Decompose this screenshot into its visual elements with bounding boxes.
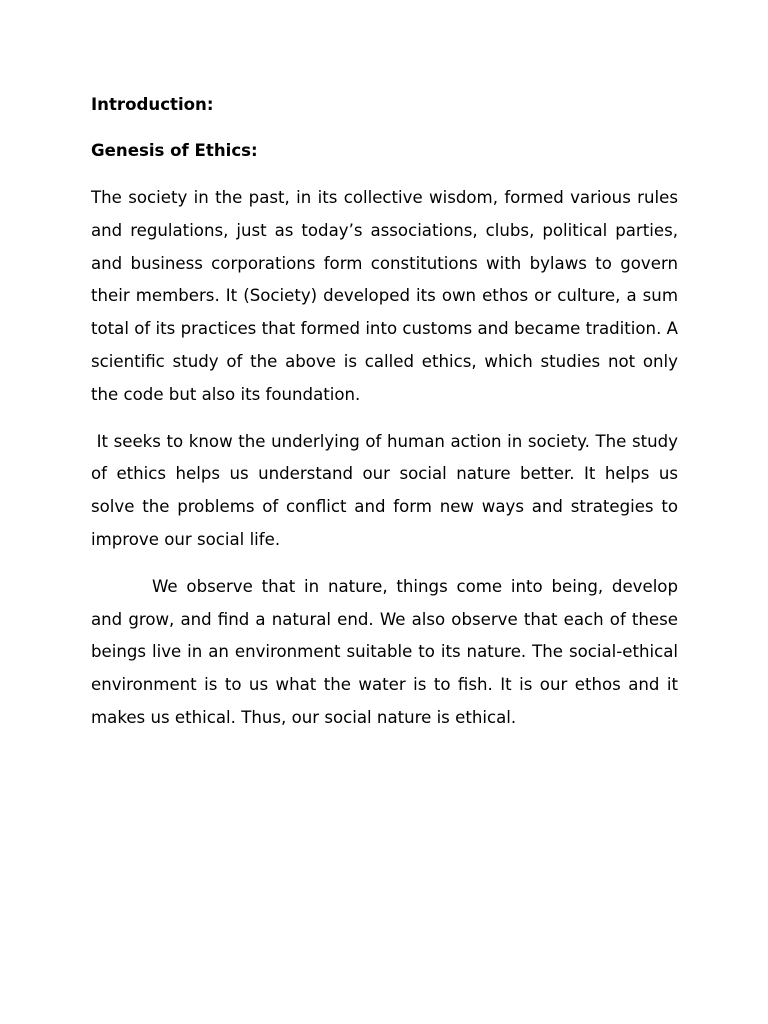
- document-body: [91, 90, 684, 735]
- introduction-heading: Introduction:: [91, 95, 214, 114]
- section-heading: Genesis of Ethics:: [91, 141, 258, 160]
- paragraph-2: It seeks to know the underlying of human action in society. The study of ethics helps us understand our social nature better. It helps us solve the problems of conflict and form new ways and strategies to improve our social life.: [91, 431, 684, 549]
- paragraph-1: The society in the past, in its collective wisdom, formed various rules and regulations, just as today’s associations, clubs, political parties, and business corporations form constitutions with bylaws to govern their members. It (Society) developed its own ethos or culture, a sum total of its practices that formed into customs and became tradition. A scientific study of the above is called ethics, which studies not only the code but also its foundation.: [91, 188, 678, 404]
- paragraph-3: We observe that in nature, things come into being, develop and grow, and find a natural end. We also observe that each of these beings live in an environment suitable to its nature. The social-ethical environment is to us what the water is to fish. It is our ethos and it makes us ethical. Thus, our social nature is ethical.: [91, 576, 678, 727]
